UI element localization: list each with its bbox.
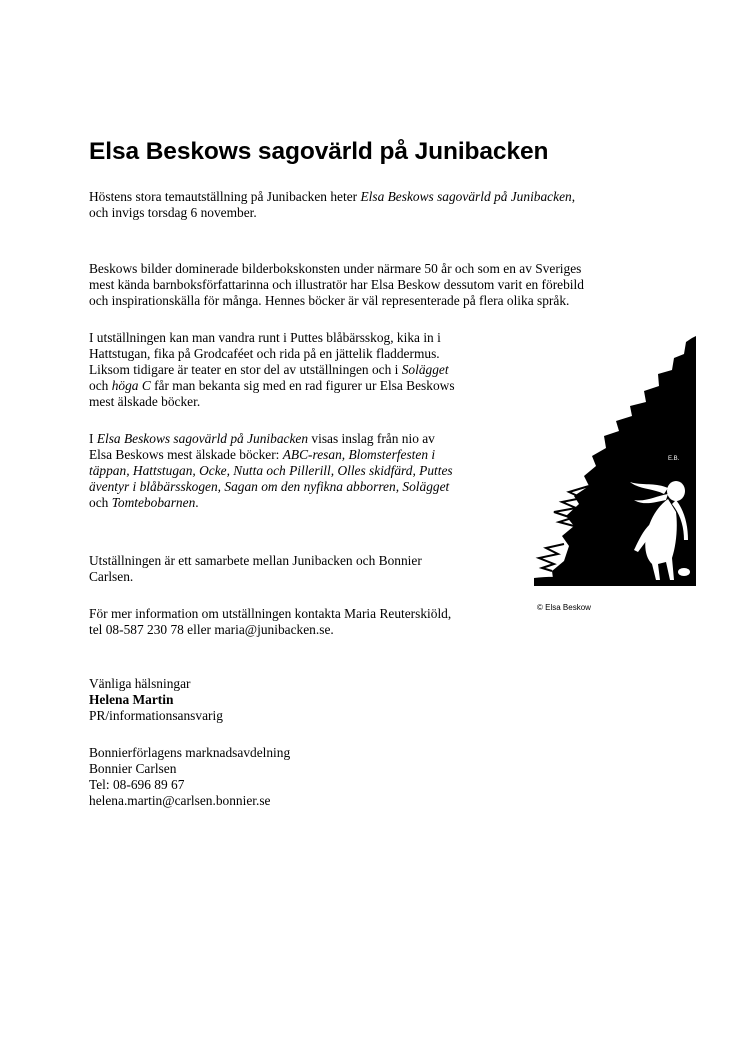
text-line: Utställningen är ett samarbete mellan Junibacken och Bonnier (89, 553, 422, 568)
text-line: och inspirationskälla för många. Hennes böcker är väl representerade på flera olika språk. (89, 293, 570, 308)
intro-paragraph (89, 189, 575, 221)
books-paragraph (89, 431, 453, 511)
text-line: Hattstugan, fika på Grodcaféet och rida på en jättelik fladdermus. (89, 346, 440, 361)
exhibition-title: Elsa Beskows sagovärld på Junibacken (360, 189, 572, 204)
department: Bonnierförlagens marknadsavdelning (89, 745, 291, 760)
text-line: täppan, Hattstugan, Ocke, Nutta och Pillerill, Olles skidfärd, Puttes (89, 463, 453, 478)
text-line: I Elsa Beskows sagovärld på Junibacken visas inslag från nio av (89, 431, 435, 446)
contact-block (89, 745, 290, 809)
signer-role: PR/informationsansvarig (89, 708, 223, 723)
text-line: Höstens stora temautställning på Junibacken heter Elsa Beskows sagovärld på Junibacken, (89, 189, 576, 204)
text-line: äventyr i blåbärsskogen, Sagan om den nyfikna abborren, Solägget (89, 479, 450, 494)
exhibition-paragraph (89, 330, 455, 410)
contact-info-paragraph (89, 606, 451, 638)
text-line: mest kända barnboksförfattarinna och illustratör har Elsa Beskow dessutom varit en förebild (89, 277, 584, 292)
signer-name: Helena Martin (89, 692, 174, 707)
page-title: Elsa Beskows sagovärld på Junibacken (89, 138, 549, 165)
email: helena.martin@carlsen.bonnier.se (89, 793, 271, 808)
collaboration-paragraph (89, 553, 422, 585)
text-line: Carlsen. (89, 569, 134, 584)
text-line: Liksom tidigare är teater en stor del av utställningen och i Solägget (89, 362, 449, 377)
text-line: Elsa Beskows mest älskade böcker: ABC-resan, Blomsterfesten i (89, 447, 436, 462)
background-paragraph (89, 261, 584, 309)
image-credit: © Elsa Beskow (537, 603, 591, 612)
text-line: tel 08-587 230 78 eller maria@junibacken.se. (89, 622, 334, 637)
greeting: Vänliga hälsningar (89, 676, 191, 691)
svg-text:E.B.: E.B. (668, 456, 680, 462)
text-line: och höga C får man bekanta sig med en rad figurer ur Elsa Beskows (89, 378, 455, 393)
text-line: Beskows bilder dominerade bilderbokskonsten under närmare 50 år och som en av Sveriges (89, 261, 582, 276)
beskow-illustration (534, 336, 696, 586)
text-line: För mer information om utställningen kontakta Maria Reuterskiöld, (89, 606, 452, 621)
company: Bonnier Carlsen (89, 761, 177, 776)
text-line: och Tomtebobarnen. (89, 495, 199, 510)
text-line: mest älskade böcker. (89, 394, 201, 409)
phone: Tel: 08-696 89 67 (89, 777, 185, 792)
text-line: I utställningen kan man vandra runt i Puttes blåbärsskog, kika in i (89, 330, 441, 345)
text-line: och invigs torsdag 6 november. (89, 205, 257, 220)
signature-block (89, 676, 223, 724)
